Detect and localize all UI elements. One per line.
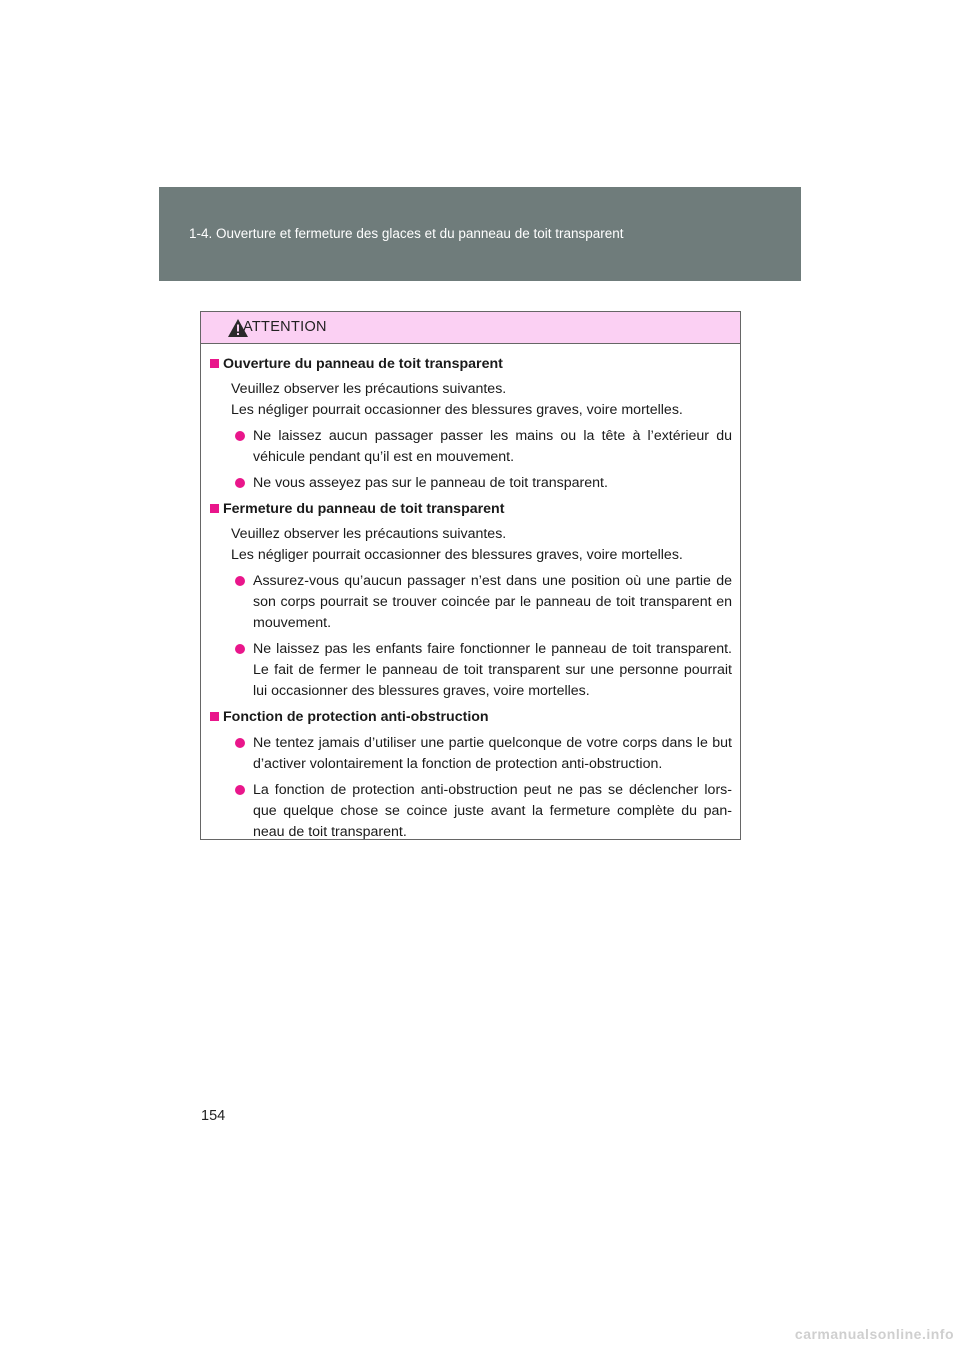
square-bullet-icon [210,712,219,721]
circle-bullet-icon [235,431,245,441]
chapter-title: 1-4. Ouverture et fermeture des glaces et du panneau de toit transparent [189,226,624,241]
warning-box [200,311,741,840]
circle-bullet-icon [235,576,245,586]
circle-bullet-icon [235,785,245,795]
page-number: 154 [201,1108,226,1124]
paragraph: Veuillez observer les précautions suivantes. Les négliger pourrait occasionner des blessures graves, voire mortelles. [231,526,683,563]
section-title: Fonction de protection anti-obstruction [210,707,732,728]
warning-body [201,344,740,843]
bullet-item: Ne laissez aucun passager passer les mains ou la tête à l’extérieur du véhicule pendant qu’il est en mouvement. [210,426,732,468]
warning-label: ATTENTION [243,319,327,335]
section-title: Ouverture du panneau de toit transparent [210,354,732,375]
circle-bullet-icon [235,738,245,748]
circle-bullet-icon [235,644,245,654]
section-title: Fermeture du panneau de toit transparent [210,499,732,520]
square-bullet-icon [210,504,219,513]
square-bullet-icon [210,359,219,368]
bullet-item: La fonction de protection anti-obstruction peut ne pas se déclencher lors-que quelque chose se coince juste avant la fermeture complète du pan-neau de toit transparent. [210,780,732,843]
bullet-item: Ne laissez pas les enfants faire fonctionner le panneau de toit transparent. Le fait de fermer le panneau de toit transparent sur une personne pourrait lui occasionner des blessures graves, voire mortelles. [210,639,732,702]
watermark: carmanualsonline.info [794,1326,954,1342]
bullet-item: Ne tentez jamais d’utiliser une partie quelconque de votre corps dans le but d’activer volontairement la fonction de protection anti-obstruction. [210,733,732,775]
paragraph: Veuillez observer les précautions suivantes. Les négliger pourrait occasionner des blessures graves, voire mortelles. [231,381,683,418]
bullet-item: Assurez-vous qu’aucun passager n’est dans une position où une partie de son corps pourrait se trouver coincée par le panneau de toit transparent en mouvement. [210,571,732,634]
circle-bullet-icon [235,478,245,488]
warning-header [201,312,740,344]
chapter-header [159,187,801,281]
bullet-item: Ne vous asseyez pas sur le panneau de toit transparent. [210,473,732,494]
